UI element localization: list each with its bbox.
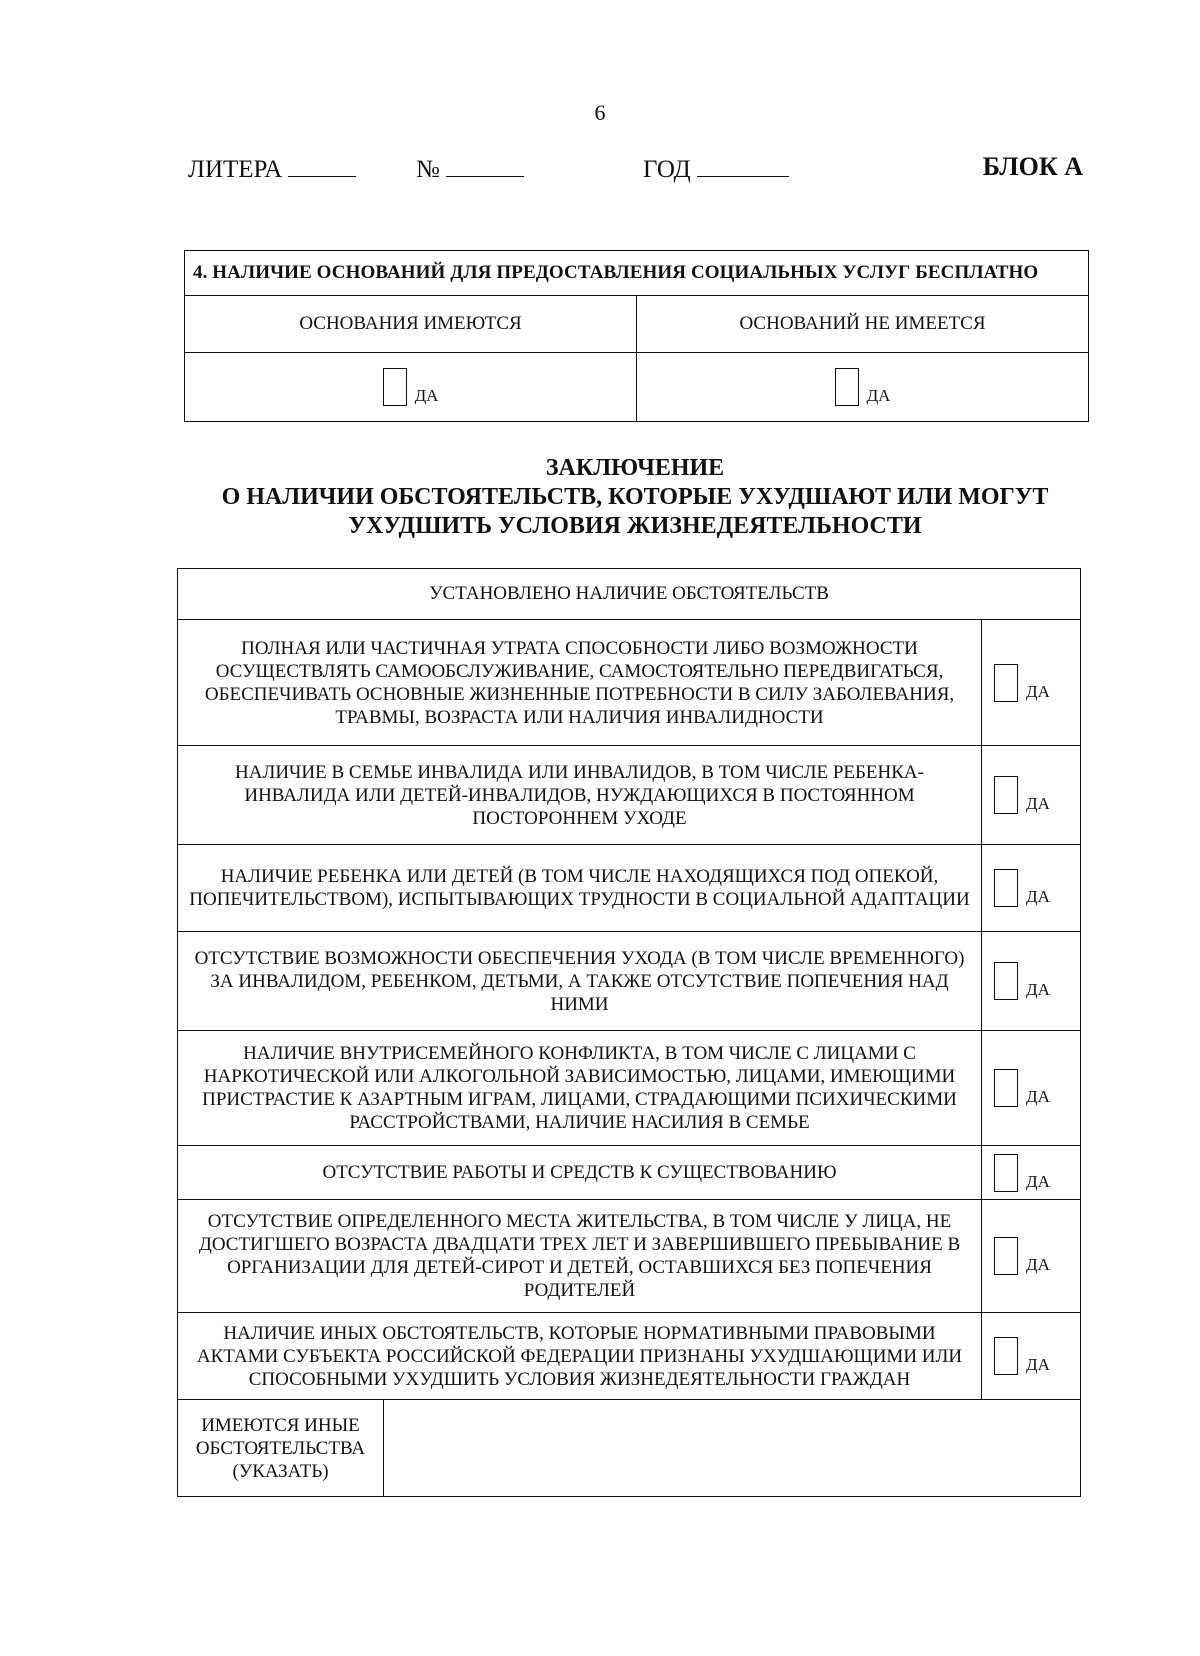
- circumstance-check-cell: [982, 845, 1081, 932]
- circumstance-checkbox[interactable]: [994, 869, 1018, 907]
- circumstance-check-cell: [982, 746, 1081, 845]
- checkbox-label: ДА: [1026, 794, 1050, 813]
- free-services-table: [184, 250, 1089, 422]
- table-row: [178, 1313, 1081, 1400]
- block-label: БЛОК А: [982, 152, 1083, 181]
- checkbox-label: ДА: [414, 386, 439, 405]
- year-label: ГОД: [643, 156, 691, 183]
- checkbox-label: ДА: [866, 386, 891, 405]
- circumstance-checkbox[interactable]: [994, 776, 1018, 814]
- circumstance-check-cell: [982, 932, 1081, 1031]
- checkbox-label: ДА: [1026, 1255, 1050, 1274]
- circumstances-header: УСТАНОВЛЕНО НАЛИЧИЕ ОБСТОЯТЕЛЬСТВ: [178, 569, 1081, 620]
- circumstance-checkbox[interactable]: [994, 1337, 1018, 1375]
- number-blank[interactable]: [446, 152, 524, 177]
- circumstance-checkbox[interactable]: [994, 664, 1018, 702]
- circumstance-text: ОТСУТСТВИЕ ВОЗМОЖНОСТИ ОБЕСПЕЧЕНИЯ УХОДА (В ТОМ ЧИСЛЕ ВРЕМЕННОГО) ЗА ИНВАЛИДОМ, РЕБЕНКОМ, ДЕТЬМИ, А ТАКЖЕ ОТСУТСТВИЕ ПОПЕЧЕНИЯ НАД НИМИ: [178, 932, 982, 1031]
- no-grounds-cell: [637, 353, 1089, 422]
- conclusion-heading: [0, 454, 1200, 541]
- circumstance-text: ОТСУТСТВИЕ ОПРЕДЕЛЕННОГО МЕСТА ЖИТЕЛЬСТВА, В ТОМ ЧИСЛЕ У ЛИЦА, НЕ ДОСТИГШЕГО ВОЗРАСТА ДВАДЦАТИ ТРЕХ ЛЕТ И ЗАВЕРШИВШЕГО ПРЕБЫВАНИЕ В ОРГАНИЗАЦИИ ДЛЯ ДЕТЕЙ-СИРОТ И ДЕТЕЙ, ОСТАВШИХСЯ БЕЗ ПОПЕЧЕНИЯ РОДИТЕЛЕЙ: [178, 1200, 982, 1313]
- table-row: [178, 1031, 1081, 1146]
- conclusion-subtitle-line1: О НАЛИЧИИ ОБСТОЯТЕЛЬСТВ, КОТОРЫЕ УХУДШАЮТ ИЛИ МОГУТ: [221, 484, 1049, 510]
- conclusion-subtitle-line2: УХУДШИТЬ УСЛОВИЯ ЖИЗНЕДЕЯТЕЛЬНОСТИ: [348, 513, 922, 539]
- circumstance-check-cell: [982, 1313, 1081, 1400]
- grounds-exist-header: ОСНОВАНИЯ ИМЕЮТСЯ: [185, 296, 637, 353]
- table-row: [178, 845, 1081, 932]
- circumstance-text: НАЛИЧИЕ РЕБЕНКА ИЛИ ДЕТЕЙ (В ТОМ ЧИСЛЕ НАХОДЯЩИХСЯ ПОД ОПЕКОЙ, ПОПЕЧИТЕЛЬСТВОМ), ИСПЫТЫВАЮЩИХ ТРУДНОСТИ В СОЦИАЛЬНОЙ АДАПТАЦИИ: [178, 845, 982, 932]
- circumstance-check-cell: [982, 1146, 1081, 1200]
- checkbox-label: ДА: [1026, 887, 1050, 906]
- circumstances-table: [177, 568, 1081, 1497]
- checkbox-label: ДА: [1026, 1171, 1050, 1191]
- number-label: №: [416, 156, 440, 183]
- circumstance-check-cell: [982, 1200, 1081, 1313]
- circumstance-text: НАЛИЧИЕ В СЕМЬЕ ИНВАЛИДА ИЛИ ИНВАЛИДОВ, В ТОМ ЧИСЛЕ РЕБЕНКА-ИНВАЛИДА ИЛИ ДЕТЕЙ-ИНВАЛИДОВ, НУЖДАЮЩИХСЯ В ПОСТОЯННОМ ПОСТОРОННЕМ УХОДЕ: [178, 746, 982, 845]
- circumstance-text: НАЛИЧИЕ ИНЫХ ОБСТОЯТЕЛЬСТВ, КОТОРЫЕ НОРМАТИВНЫМИ ПРАВОВЫМИ АКТАМИ СУБЪЕКТА РОССИЙСКОЙ ФЕДЕРАЦИИ ПРИЗНАНЫ УХУДШАЮЩИМИ ИЛИ СПОСОБНЫМИ УХУДШИТЬ УСЛОВИЯ ЖИЗНЕДЕЯТЕЛЬНОСТИ ГРАЖДАН: [178, 1313, 982, 1400]
- year-blank[interactable]: [697, 152, 789, 177]
- conclusion-title: ЗАКЛЮЧЕНИЕ: [545, 455, 725, 481]
- table-row: [178, 746, 1081, 845]
- grounds-exist-checkbox[interactable]: [383, 368, 407, 406]
- section4-title: 4. НАЛИЧИЕ ОСНОВАНИЙ ДЛЯ ПРЕДОСТАВЛЕНИЯ СОЦИАЛЬНЫХ УСЛУГ БЕСПЛАТНО: [185, 251, 1089, 296]
- form-header: [188, 152, 1083, 192]
- table-row: [178, 1200, 1081, 1313]
- other-circumstances-field[interactable]: [384, 1400, 1081, 1497]
- year-field[interactable]: [643, 152, 789, 184]
- grounds-exist-cell: [185, 353, 637, 422]
- circumstance-checkbox[interactable]: [994, 1154, 1018, 1192]
- circumstance-text: ПОЛНАЯ ИЛИ ЧАСТИЧНАЯ УТРАТА СПОСОБНОСТИ ЛИБО ВОЗМОЖНОСТИ ОСУЩЕСТВЛЯТЬ САМООБСЛУЖИВАНИЕ, САМОСТОЯТЕЛЬНО ПЕРЕДВИГАТЬСЯ, ОБЕСПЕЧИВАТЬ ОСНОВНЫЕ ЖИЗНЕННЫЕ ПОТРЕБНОСТИ В СИЛУ ЗАБОЛЕВАНИЯ, ТРАВМЫ, ВОЗРАСТА ИЛИ НАЛИЧИЯ ИНВАЛИДНОСТИ: [178, 620, 982, 746]
- table-row: [178, 620, 1081, 746]
- table-row: [178, 1146, 1081, 1200]
- circumstance-checkbox[interactable]: [994, 962, 1018, 1000]
- table-row: [178, 932, 1081, 1031]
- litera-blank[interactable]: [288, 152, 356, 177]
- number-field[interactable]: [416, 152, 524, 184]
- circumstance-check-cell: [982, 1031, 1081, 1146]
- checkbox-label: ДА: [1026, 681, 1050, 701]
- checkbox-label: ДА: [1026, 980, 1050, 999]
- no-grounds-header: ОСНОВАНИЙ НЕ ИМЕЕТСЯ: [637, 296, 1089, 353]
- no-grounds-checkbox[interactable]: [835, 368, 859, 406]
- litera-label: ЛИТЕРА: [188, 156, 283, 183]
- circumstance-text: ОТСУТСТВИЕ РАБОТЫ И СРЕДСТВ К СУЩЕСТВОВАНИЮ: [178, 1146, 982, 1200]
- page-number: 6: [594, 100, 606, 125]
- other-circumstances-label: ИМЕЮТСЯ ИНЫЕ ОБСТОЯТЕЛЬСТВА (УКАЗАТЬ): [178, 1400, 384, 1497]
- circumstance-check-cell: [982, 620, 1081, 746]
- circumstance-checkbox[interactable]: [994, 1237, 1018, 1275]
- other-circumstances-row: [178, 1400, 1081, 1497]
- circumstance-checkbox[interactable]: [994, 1069, 1018, 1107]
- litera-field[interactable]: [188, 152, 356, 184]
- checkbox-label: ДА: [1026, 1087, 1050, 1106]
- circumstance-text: НАЛИЧИЕ ВНУТРИСЕМЕЙНОГО КОНФЛИКТА, В ТОМ ЧИСЛЕ С ЛИЦАМИ С НАРКОТИЧЕСКОЙ ИЛИ АЛКОГОЛЬНОЙ ЗАВИСИМОСТЬЮ, ЛИЦАМИ, ИМЕЮЩИМИ ПРИСТРАСТИЕ К АЗАРТНЫМ ИГРАМ, ЛИЦАМИ, СТРАДАЮЩИМИ ПСИХИЧЕСКИМИ РАССТРОЙСТВАМИ, НАЛИЧИЕ НАСИЛИЯ В СЕМЬЕ: [178, 1031, 982, 1146]
- checkbox-label: ДА: [1026, 1355, 1050, 1374]
